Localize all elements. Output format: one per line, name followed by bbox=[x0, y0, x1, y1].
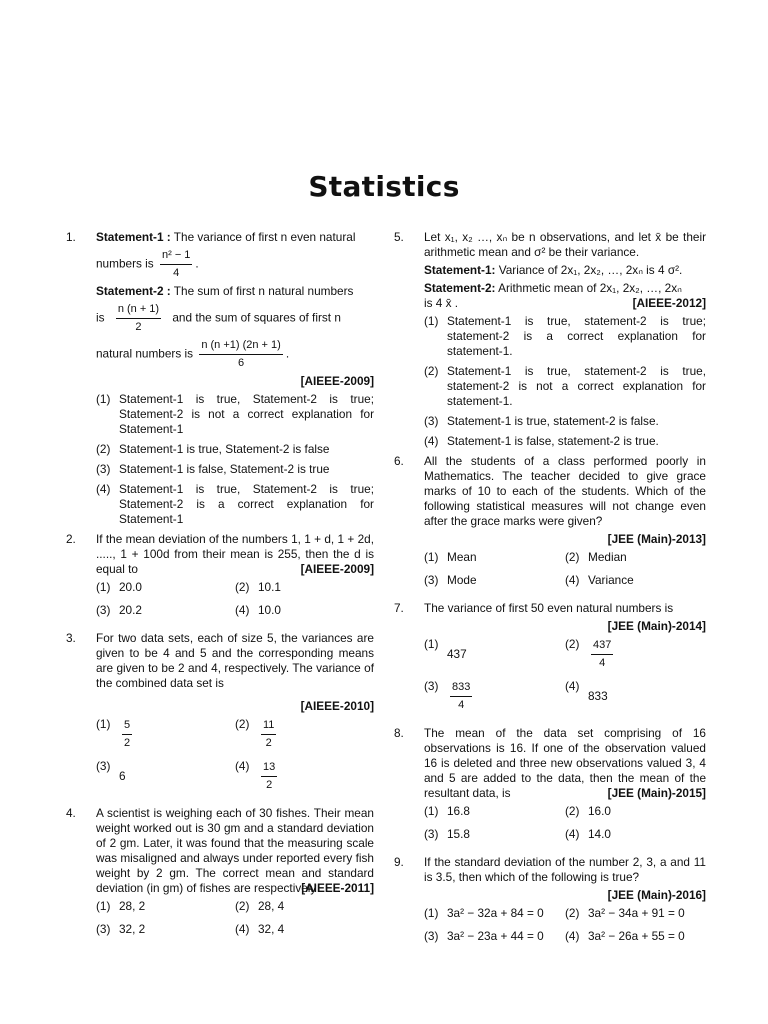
statement-label: Statement-2 : bbox=[96, 284, 171, 298]
option-number: (3) bbox=[96, 922, 111, 936]
option-number: (3) bbox=[96, 462, 111, 476]
options-grid bbox=[96, 717, 374, 801]
question-number: 4. bbox=[66, 806, 76, 820]
option-number: (2) bbox=[565, 906, 580, 920]
statement-2-tail bbox=[424, 296, 706, 311]
question-number: 5. bbox=[394, 230, 404, 244]
question-number: 6. bbox=[394, 454, 404, 468]
question-3 bbox=[62, 631, 374, 801]
option-text: 28, 4 bbox=[258, 899, 285, 913]
denominator: 2 bbox=[135, 321, 142, 333]
option[interactable] bbox=[96, 392, 374, 437]
numerator: 5 bbox=[122, 718, 132, 735]
statement-1 bbox=[96, 230, 374, 245]
option[interactable] bbox=[565, 929, 706, 944]
fraction-line bbox=[96, 302, 374, 335]
text: and the sum of squares of first n bbox=[172, 310, 341, 325]
option[interactable] bbox=[235, 580, 374, 595]
option-text: 32, 4 bbox=[258, 922, 285, 936]
question-4 bbox=[62, 806, 374, 945]
option-text: Mean bbox=[447, 550, 477, 564]
text: For two data sets, each of size 5, the variances are given to be 4 and 5 and the corresponding means are given to be 2 and 4, respectively. The variance of the combined data set is bbox=[96, 631, 374, 690]
option-text: 32, 2 bbox=[119, 922, 146, 936]
denominator: 2 bbox=[124, 736, 131, 749]
options-grid bbox=[96, 580, 374, 626]
option-text: 6 bbox=[119, 768, 126, 783]
option-text: 10.0 bbox=[258, 603, 281, 617]
option-number: (2) bbox=[235, 580, 250, 594]
option-number: (1) bbox=[424, 804, 439, 818]
option-text: 3a² − 32a + 84 = 0 bbox=[447, 906, 544, 920]
numerator: n (n + 1) bbox=[116, 302, 161, 319]
text: If the standard deviation of the number 2, 3, a and 11 is 3.5, then which of the following is true? bbox=[424, 855, 706, 884]
question-7 bbox=[390, 601, 706, 721]
option-number: (2) bbox=[235, 899, 250, 913]
text: natural numbers is bbox=[96, 346, 194, 361]
option-number: (4) bbox=[565, 573, 580, 587]
text: If the mean deviation of the numbers 1, 1 + d, 1 + 2d, ....., 1 + 100d from their mean is 255, then the d is equal to bbox=[96, 532, 374, 576]
question-6 bbox=[390, 454, 706, 596]
option[interactable] bbox=[96, 899, 235, 914]
question-number: 9. bbox=[394, 855, 404, 869]
option-text: Statement-1 is true, Statement-2 is true; Statement-2 is a correct explanation for Statement-1 bbox=[119, 482, 374, 526]
options-grid bbox=[424, 906, 706, 952]
source-tag: [AIEEE-2009] bbox=[300, 374, 374, 388]
option-number: (1) bbox=[96, 580, 111, 594]
question-5 bbox=[390, 230, 706, 449]
option-number: (4) bbox=[96, 482, 111, 496]
option[interactable] bbox=[424, 637, 565, 671]
option-text: Variance bbox=[588, 573, 634, 587]
statement-1 bbox=[424, 263, 706, 278]
option[interactable] bbox=[424, 804, 565, 819]
option[interactable] bbox=[96, 759, 235, 793]
option-text: 3a² − 34a + 91 = 0 bbox=[588, 906, 685, 920]
text: The mean of the data set comprising of 16 observations is 16. If one of the observation valued 16 is deleted and three new observations valued 3, 4 and 5 are added to the data, then the mean of the resultant data, is bbox=[424, 726, 706, 800]
text: Let x₁, x₂ …, xₙ be n observations, and let x̄ be their arithmetic mean and σ² be their variance. bbox=[424, 230, 706, 259]
fraction bbox=[160, 248, 192, 281]
source-tag: [AIEEE-2011] bbox=[301, 881, 374, 895]
statement-text: The sum of first n natural numbers bbox=[170, 284, 354, 298]
numerator: n² − 1 bbox=[160, 248, 192, 265]
question-text bbox=[424, 230, 706, 260]
statement-text: Arithmetic mean of 2x₁, 2x₂, …, 2xₙ bbox=[495, 281, 682, 295]
denominator: 6 bbox=[238, 357, 245, 369]
option[interactable] bbox=[96, 462, 374, 477]
option-number: (4) bbox=[565, 827, 580, 841]
option-number: (1) bbox=[96, 717, 111, 731]
numerator: n (n +1) (2n + 1) bbox=[199, 338, 283, 355]
option-text: 833 bbox=[588, 688, 608, 703]
option-text: Statement-1 is false, Statement-2 is true bbox=[119, 462, 330, 476]
option-number: (3) bbox=[96, 759, 111, 773]
option-text: Statement-1 is true, statement-2 is true, statement-2 is not a correct explanation for statement-1. bbox=[447, 364, 706, 408]
option[interactable] bbox=[424, 573, 565, 588]
fraction bbox=[122, 718, 132, 751]
text: numbers is bbox=[96, 256, 154, 271]
option-number: (3) bbox=[424, 573, 439, 587]
option[interactable] bbox=[96, 580, 235, 595]
option-number: (3) bbox=[424, 929, 439, 943]
fraction bbox=[261, 718, 276, 751]
numerator: 437 bbox=[591, 638, 613, 655]
option-text: 3a² − 23a + 44 = 0 bbox=[447, 929, 544, 943]
option[interactable] bbox=[424, 364, 706, 409]
option-number: (4) bbox=[424, 434, 439, 448]
option[interactable] bbox=[96, 482, 374, 527]
option-text: 16.8 bbox=[447, 804, 470, 818]
option[interactable] bbox=[565, 804, 706, 819]
option-number: (4) bbox=[235, 759, 250, 773]
option-text: 20.0 bbox=[119, 580, 142, 594]
question-number: 2. bbox=[66, 532, 76, 546]
option[interactable] bbox=[424, 314, 706, 359]
options-grid bbox=[424, 637, 706, 721]
option[interactable] bbox=[565, 827, 706, 842]
option[interactable] bbox=[424, 906, 565, 921]
fraction-line: natural numbers is $\frac{n (n +1) (2n + 1)}{6}$ . bbox=[96, 339, 290, 369]
option-number: (2) bbox=[565, 637, 580, 651]
question-text bbox=[424, 601, 706, 616]
statement-2 bbox=[96, 284, 374, 299]
option-number: (3) bbox=[424, 679, 439, 693]
right-column bbox=[390, 230, 706, 957]
question-2 bbox=[62, 532, 374, 626]
option[interactable] bbox=[565, 637, 706, 671]
option[interactable] bbox=[565, 550, 706, 565]
question-text bbox=[96, 631, 374, 691]
source-tag: [JEE (Main)-2015] bbox=[607, 786, 706, 800]
question-text bbox=[424, 855, 706, 885]
text: is bbox=[96, 310, 105, 325]
options-grid bbox=[424, 550, 706, 596]
option-text: Median bbox=[588, 550, 627, 564]
option-text: 10.1 bbox=[258, 580, 281, 594]
option[interactable] bbox=[565, 679, 706, 713]
option[interactable] bbox=[96, 717, 235, 751]
option[interactable] bbox=[424, 679, 565, 713]
numerator: 833 bbox=[450, 680, 472, 697]
source-tag: [JEE (Main)-2014] bbox=[607, 619, 706, 633]
option[interactable] bbox=[424, 414, 706, 429]
fraction bbox=[116, 302, 161, 335]
denominator: 4 bbox=[458, 698, 465, 711]
statement-label: Statement-1 : bbox=[96, 230, 171, 244]
option-text: 16.0 bbox=[588, 804, 611, 818]
question-text bbox=[424, 454, 706, 529]
statement-text: Variance of 2x₁, 2x₂, …, 2xₙ is 4 σ². bbox=[495, 263, 683, 277]
option[interactable] bbox=[424, 827, 565, 842]
denominator: 2 bbox=[266, 778, 273, 791]
option[interactable] bbox=[235, 922, 374, 937]
option[interactable] bbox=[96, 603, 235, 618]
option-number: (2) bbox=[565, 550, 580, 564]
option[interactable] bbox=[235, 603, 374, 618]
option-number: (3) bbox=[96, 603, 111, 617]
option-number: (1) bbox=[424, 906, 439, 920]
fraction-line: numbers is $\frac{\text{n² − 1}}{4}$ . bbox=[96, 249, 199, 279]
option-text: 15.8 bbox=[447, 827, 470, 841]
option-text: Mode bbox=[447, 573, 477, 587]
options-grid bbox=[96, 899, 374, 945]
option-number: (2) bbox=[96, 442, 111, 456]
option[interactable] bbox=[565, 573, 706, 588]
denominator: 2 bbox=[265, 736, 272, 749]
option[interactable] bbox=[96, 442, 374, 457]
option-number: (1) bbox=[424, 550, 439, 564]
options-grid bbox=[424, 804, 706, 850]
page-title: Statistics bbox=[308, 170, 460, 203]
option-number: (3) bbox=[424, 827, 439, 841]
option-number: (1) bbox=[424, 314, 439, 328]
option-number: (1) bbox=[96, 899, 111, 913]
question-8 bbox=[390, 726, 706, 850]
text: is 4 x̄ . bbox=[424, 296, 459, 310]
option-number: (2) bbox=[235, 717, 250, 731]
question-number: 8. bbox=[394, 726, 404, 740]
text: All the students of a class performed poorly in Mathematics. The teacher decided to give grace marks of 10 to each of the students. Which of the following statistical measures will not change even after the grace marks were given? bbox=[424, 454, 706, 528]
option-text: Statement-1 is true, Statement-2 is true; Statement-2 is not a correct explanation for Statement-1 bbox=[119, 392, 374, 436]
fraction bbox=[450, 680, 472, 713]
option-text: 28, 2 bbox=[119, 899, 146, 913]
option-text: 3a² − 26a + 55 = 0 bbox=[588, 929, 685, 943]
option-text: 20.2 bbox=[119, 603, 142, 617]
option-text: Statement-1 is true, statement-2 is false. bbox=[447, 414, 659, 428]
fraction bbox=[199, 338, 283, 371]
option-number: (1) bbox=[424, 637, 439, 651]
question-1 bbox=[62, 230, 374, 527]
option[interactable] bbox=[235, 717, 374, 751]
option-text: Statement-1 is true, statement-2 is true; statement-2 is a correct explanation for statement-1. bbox=[447, 314, 706, 358]
question-number: 3. bbox=[66, 631, 76, 645]
option-number: (1) bbox=[96, 392, 111, 406]
option-number: (2) bbox=[565, 804, 580, 818]
option-number: (3) bbox=[424, 414, 439, 428]
option-text: Statement-1 is true, Statement-2 is false bbox=[119, 442, 330, 456]
question-9 bbox=[390, 855, 706, 952]
option-number: (4) bbox=[235, 922, 250, 936]
option-text: 14.0 bbox=[588, 827, 611, 841]
option[interactable] bbox=[565, 906, 706, 921]
source-tag: [AIEEE-2009] bbox=[300, 562, 374, 576]
statement-2 bbox=[424, 281, 706, 296]
question-number: 1. bbox=[66, 230, 76, 244]
option[interactable] bbox=[424, 929, 565, 944]
fraction bbox=[591, 638, 613, 671]
option-number: (4) bbox=[565, 929, 580, 943]
option[interactable] bbox=[96, 922, 235, 937]
denominator: 4 bbox=[173, 267, 180, 279]
statement-label: Statement-2: bbox=[424, 281, 496, 295]
option-number: (4) bbox=[565, 679, 580, 693]
source-tag: [JEE (Main)-2013] bbox=[607, 532, 706, 546]
denominator: 4 bbox=[599, 656, 606, 669]
option-number: (4) bbox=[235, 603, 250, 617]
fraction bbox=[261, 760, 277, 793]
source-tag: [JEE (Main)-2016] bbox=[607, 888, 706, 902]
option-text: Statement-1 is false, statement-2 is true. bbox=[447, 434, 659, 448]
option[interactable] bbox=[235, 899, 374, 914]
statement-label: Statement-1: bbox=[424, 263, 496, 277]
statement-text: The variance of first n even natural bbox=[170, 230, 356, 244]
numerator: 11 bbox=[261, 718, 276, 735]
source-tag: [AIEEE-2012] bbox=[632, 296, 706, 310]
option-number: (2) bbox=[424, 364, 439, 378]
option[interactable] bbox=[424, 434, 706, 449]
numerator: 13 bbox=[261, 760, 277, 777]
option[interactable] bbox=[424, 550, 565, 565]
question-number: 7. bbox=[394, 601, 404, 615]
text: A scientist is weighing each of 30 fishes. Their mean weight worked out is 30 gm and a standard deviation of 2 gm. Later, it was found that the measuring scale was misaligned and always under reported every fish weight by 2 gm. The correct mean and standard deviation (in gm) of fishes are respectively bbox=[96, 806, 374, 895]
option[interactable] bbox=[235, 759, 374, 793]
left-column bbox=[62, 230, 374, 950]
source-tag: [AIEEE-2010] bbox=[300, 699, 374, 713]
option-text: 437 bbox=[447, 646, 467, 661]
text: The variance of first 50 even natural numbers is bbox=[424, 601, 674, 615]
